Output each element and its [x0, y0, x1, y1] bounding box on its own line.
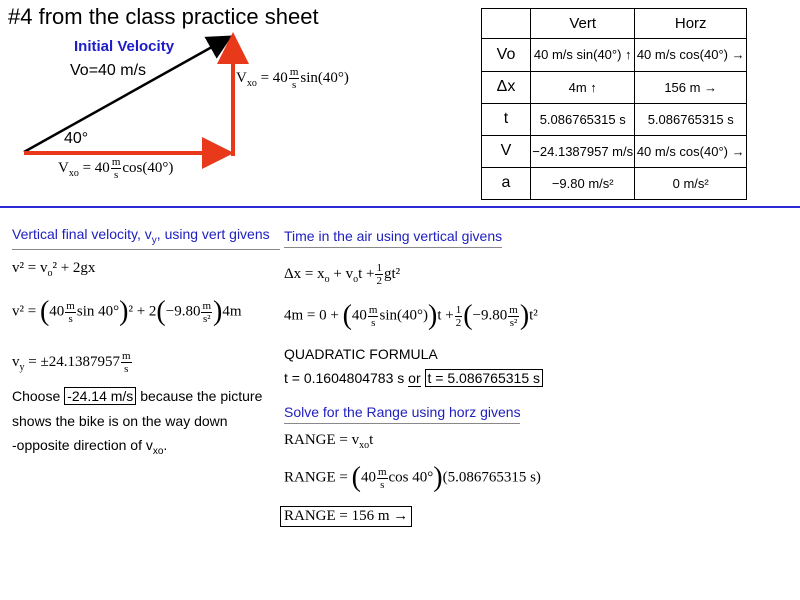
substituted-equation: v² = (40 $\frac{m}{s}$ sin 40°)² + 2(−9.80 $\frac{m}{\text{s²}}$ )4m: [12, 296, 242, 327]
table-header-row: [482, 9, 747, 39]
kinematic-equation: $v^2 = v_o^2 + 2gx$: [12, 260, 96, 279]
table-row: [482, 167, 747, 199]
quadratic-formula-label: QUADRATIC FORMULA: [284, 346, 438, 362]
vertical-velocity-heading: Vertical final velocity, $v_y$, using vert givens: [12, 226, 280, 250]
table-row: [482, 103, 747, 135]
vo-label: Vo=40 m/s: [70, 62, 147, 79]
givens-table: [481, 8, 747, 200]
row-label: Δx: [482, 71, 531, 103]
row-label: a: [482, 167, 531, 199]
displacement-equation: $\Delta x = x_o + v_ot$ + $\frac{1}{2}$ gt²: [284, 262, 401, 287]
time-solutions: t = 0.1604804783 s or t = 5.086765315 s: [284, 370, 543, 386]
resultant-arrow: [24, 38, 228, 152]
explanation-line-3: -opposite direction of $v_{xo}$.: [12, 437, 168, 457]
horz-cell: 5.086765315 s: [635, 103, 747, 135]
vy-component-label: $V_{xo} = 40$ $\frac{m}{s}$ sin(40°): [236, 66, 349, 91]
time-substituted-equation: 4m = 0 + (40 $\frac{m}{s}$ sin(40°))t + $\frac{1}{2}$ (−9.80 $\frac{m}{\text{s²}}$ )t²: [284, 300, 538, 331]
vert-cell: 5.086765315 s: [531, 103, 635, 135]
table-header-cell: Vert: [531, 9, 635, 39]
chosen-value-box: -24.14 m/s: [64, 387, 136, 405]
horz-cell: 0 m/s²: [635, 167, 747, 199]
vx-component-label: $V_{xo} = 40$ $\frac{m}{s}$ cos(40°): [58, 156, 174, 181]
horz-cell: 40 m/s cos(40°) →: [635, 135, 747, 167]
section-divider: [0, 206, 800, 208]
table-row: [482, 39, 747, 71]
row-label: V: [482, 135, 531, 167]
choose-line: Choose -24.14 m/s because the picture: [12, 388, 263, 404]
horz-cell: 40 m/s cos(40°) →: [635, 39, 747, 71]
page-title: #4 from the class practice sheet: [8, 4, 319, 29]
table-header-cell: [482, 9, 531, 39]
horz-cell: 156 m →: [635, 71, 747, 103]
range-heading: Solve for the Range using horz givens: [284, 404, 520, 424]
table-row: [482, 135, 747, 167]
angle-label: 40°: [64, 130, 89, 147]
vert-cell: −24.1387957 m/s: [531, 135, 635, 167]
range-substituted: RANGE = (40 $\frac{m}{s}$ cos 40°)(5.086765315 s): [284, 462, 541, 493]
time-in-air-heading: Time in the air using vertical givens: [284, 228, 502, 248]
table-header-cell: Horz: [635, 9, 747, 39]
row-label: t: [482, 103, 531, 135]
table-row: [482, 71, 747, 103]
vert-cell: 40 m/s sin(40°) ↑: [531, 39, 635, 71]
range-answer-box: RANGE = 156 m →: [280, 506, 412, 527]
vert-cell: −9.80 m/s²: [531, 167, 635, 199]
explanation-line-2: shows the bike is on the way down: [12, 413, 228, 429]
vy-result: $v_y = \pm 24.1387957$ $\frac{m}{s}$: [12, 350, 131, 375]
row-label: Vo: [482, 39, 531, 71]
range-formula: RANGE = $v_{xo}t$: [284, 432, 374, 451]
diagram-heading: Initial Velocity: [74, 38, 175, 55]
chosen-time-box: t = 5.086765315 s: [425, 369, 544, 387]
vert-cell: 4m ↑: [531, 71, 635, 103]
